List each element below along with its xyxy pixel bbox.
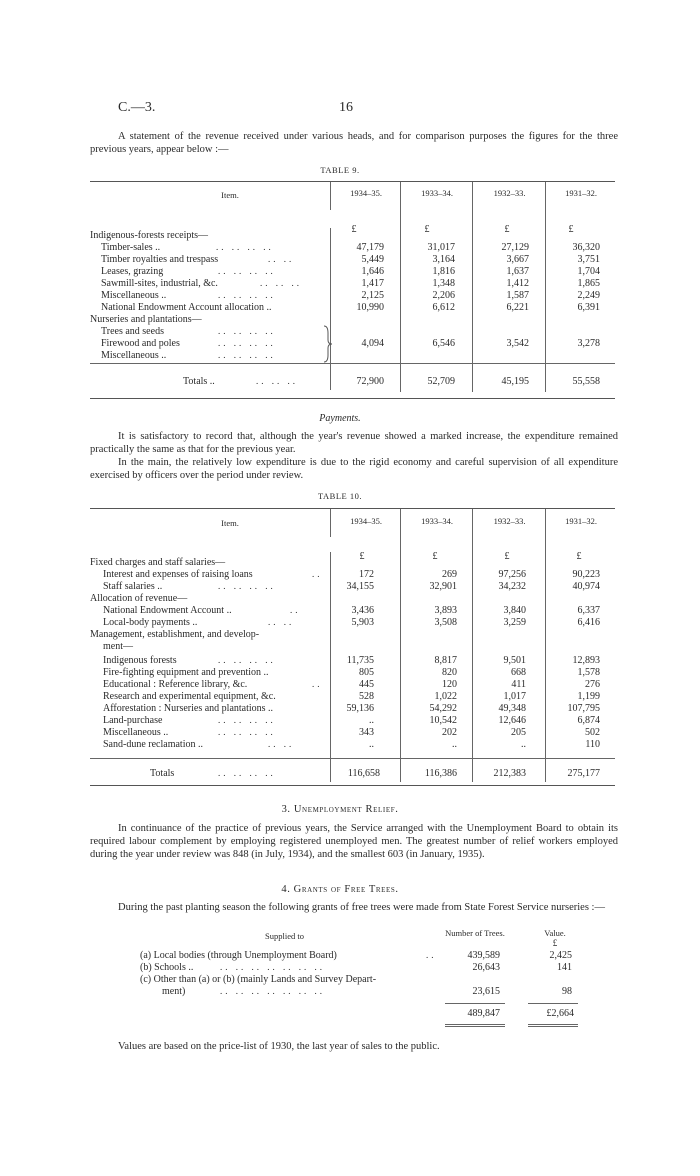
table9-header-year: 1931–32. (565, 188, 597, 198)
grants-trees: 439,589 (467, 950, 500, 961)
table10-header-item: Item. (221, 518, 239, 528)
table10-header-year: 1932–33. (493, 516, 526, 526)
table10-pound: £ (432, 551, 438, 562)
table10-total: 116,386 (424, 768, 457, 779)
table9-cell: 3,542 (506, 338, 529, 349)
table9-cell: 6,612 (432, 302, 455, 313)
table9-cell: 36,320 (572, 242, 600, 253)
table10-row-label: Staff salaries .. (103, 581, 163, 592)
table10-totals-label: Totals (150, 768, 175, 779)
table9-cell: 1,865 (577, 278, 600, 289)
table10-cell: 1,017 (503, 691, 526, 702)
table9-cell: 10,990 (356, 302, 384, 313)
table9-cell: 47,179 (356, 242, 384, 253)
table9-row-label: Miscellaneous .. (101, 350, 167, 361)
table10-cell: 668 (511, 667, 526, 678)
table9-cell: 1,412 (506, 278, 529, 289)
table10-cell: 32,901 (429, 581, 457, 592)
table9-row-label: National Endowment Account allocation .. (101, 302, 272, 313)
table10-cell: 6,337 (577, 605, 600, 616)
table9-cell: 6,546 (432, 338, 455, 349)
payments-paragraph: In the main, the relatively low expenditure is due to the rigid economy and careful supervision of all expenditure exercised by officers over the period under review. (90, 457, 618, 481)
table10-cell: 97,256 (498, 569, 526, 580)
table10-pound: £ (504, 551, 510, 562)
grants-value: 2,425 (549, 950, 572, 961)
table9-group-label: Nurseries and plantations— (90, 314, 202, 325)
table9-total: 52,709 (427, 376, 455, 387)
table10-pound: £ (359, 551, 365, 562)
table9-cell: 6,391 (577, 302, 600, 313)
grants-row-label: (c) Other than (a) or (b) (mainly Lands and Survey Depart- (140, 974, 377, 985)
grants-trees: 23,615 (472, 986, 500, 997)
table9-cell: 2,206 (432, 290, 455, 301)
table10-cell: 90,223 (572, 569, 600, 580)
table9-header-year: 1933–34. (421, 188, 453, 198)
table9-total: 55,558 (572, 376, 600, 387)
table9-cell: 3,164 (432, 254, 455, 265)
table10-total: 116,658 (347, 768, 380, 779)
payments-paragraph: It is satisfactory to record that, although the year's revenue showed a marked increase, the expenditure remained practically the same as that for the previous year. (90, 431, 618, 455)
grants-pound: £ (552, 938, 558, 948)
page-number: 16 (339, 100, 353, 115)
table10-cell: 8,817 (434, 655, 457, 666)
grants-value: 98 (562, 986, 572, 997)
table10-cell: 3,508 (434, 617, 457, 628)
table9-cell: 3,667 (506, 254, 529, 265)
table9-cell: 2,249 (577, 290, 600, 301)
intro-paragraph: A statement of the revenue received under various heads, and for comparison purposes the figures for the three previous years, appear below :— (90, 131, 618, 155)
table10-group-label: Allocation of revenue— (90, 593, 188, 604)
table10-cell: 10,542 (429, 715, 457, 726)
table10-group-label: Fixed charges and staff salaries— (90, 557, 226, 568)
payments-heading: Payments. (319, 413, 361, 424)
table9-row-label: Leases, grazing (101, 266, 164, 277)
table9-cell: 3,278 (577, 338, 600, 349)
table10-header-year: 1933–34. (421, 516, 453, 526)
table10-cell: 12,646 (498, 715, 526, 726)
table10-cell: 40,974 (572, 581, 600, 592)
table10-cell: 3,893 (434, 605, 457, 616)
table10-row-label: National Endowment Account .. (103, 605, 232, 616)
table10-cell: 445 (359, 679, 374, 690)
table10-cell: 269 (442, 569, 457, 580)
table9-cell: 1,348 (432, 278, 455, 289)
table9-cell: 1,704 (577, 266, 600, 277)
table10-group-label: Management, establishment, and develop- (90, 629, 260, 640)
table9-row-label: Miscellaneous .. (101, 290, 167, 301)
table9-cell: 1,587 (506, 290, 529, 301)
table10-cell: 3,259 (503, 617, 526, 628)
grants-total-trees: 489,847 (467, 1008, 500, 1019)
table10-cell: 1,022 (434, 691, 457, 702)
table10-row-label: Educational : Reference library, &c. (103, 679, 248, 690)
table10-cell: 49,348 (498, 703, 526, 714)
table10-cell: 1,578 (577, 667, 600, 678)
table9-caption: TABLE 9. (320, 165, 360, 175)
table10-cell: .. (369, 715, 374, 726)
table10-cell: 120 (442, 679, 457, 690)
table9-cell: 1,637 (506, 266, 529, 277)
table10-row-label: Land-purchase (103, 715, 163, 726)
table9-header-year: 1932–33. (493, 188, 526, 198)
table10-cell: 1,199 (577, 691, 600, 702)
table10-cell: .. (521, 739, 526, 750)
table10-total: 212,383 (493, 768, 526, 779)
table9-cell: 31,017 (427, 242, 455, 253)
table9-cell: 1,816 (432, 266, 455, 277)
table10-cell: 6,874 (577, 715, 600, 726)
document-reference: C.—3. (118, 100, 156, 115)
table9-cell: 4,094 (361, 338, 384, 349)
table10-cell: 54,292 (429, 703, 457, 714)
section4-paragraph: During the past planting season the following grants of free trees were made from State Forest Service nurseries :— (118, 902, 605, 913)
grants-value: 141 (557, 962, 572, 973)
table10-row-label: Interest and expenses of raising loans (103, 569, 253, 580)
table9-row-label: Firewood and poles (101, 338, 180, 349)
table10-cell: 3,436 (351, 605, 374, 616)
table10-cell: 343 (359, 727, 374, 738)
table10-cell: 528 (359, 691, 374, 702)
table10-header-year: 1931–32. (565, 516, 597, 526)
grants-row-label: (a) Local bodies (through Unemployment Board) (140, 950, 337, 961)
table10-cell: 110 (585, 739, 600, 750)
table9-cell: 5,449 (361, 254, 384, 265)
table10-cell: 107,795 (567, 703, 600, 714)
grants-total-value: £2,664 (546, 1008, 574, 1019)
grants-trees: 26,643 (472, 962, 500, 973)
section3-heading: 3. Unemployment Relief. (281, 804, 399, 815)
table10-cell: 5,903 (351, 617, 374, 628)
table10-cell: 205 (511, 727, 526, 738)
table10-row-label: Indigenous forests (103, 655, 177, 666)
table9-group-label: Indigenous-forests receipts— (90, 230, 209, 241)
table10-totals-rule (90, 758, 615, 759)
table10-cell: 502 (585, 727, 600, 738)
table9-total: 72,900 (356, 376, 384, 387)
table10-total: 275,177 (567, 768, 600, 779)
table9-cell: 1,646 (361, 266, 384, 277)
table9-totals-rule (90, 363, 615, 364)
table10-row-label: Sand-dune reclamation .. (103, 739, 203, 750)
table9-cell: 6,221 (506, 302, 529, 313)
table10-cell: 3,840 (503, 605, 526, 616)
grants-row-label: ment) (162, 986, 186, 997)
table10-cell: 820 (442, 667, 457, 678)
table9-cell: 27,129 (501, 242, 529, 253)
table10-cell: 202 (442, 727, 457, 738)
table10-cell: 172 (359, 569, 374, 580)
table9-row-label: Timber royalties and trespass (101, 254, 219, 265)
table10-cell: 12,893 (572, 655, 600, 666)
table10-cell: 411 (511, 679, 526, 690)
table9-cell: 1,417 (361, 278, 384, 289)
table9-row-label: Timber-sales .. (101, 242, 161, 253)
table9-header-item: Item. (221, 190, 239, 200)
table9-totals-label: Totals .. (183, 376, 215, 387)
table9-pound: £ (568, 224, 574, 235)
table10-caption: TABLE 10. (318, 491, 362, 501)
section3-paragraph: In continuance of the practice of previous years, the Service arranged with the Unemployment Board to obtain its required labour complement by employing registered unemployed men. The greatest number of relief workers employed during the year under review was 848 (in July, 1934), and the smallest 603 (in January, 1935). (90, 823, 618, 860)
table9-total: 45,195 (501, 376, 529, 387)
table10-cell: 276 (585, 679, 600, 690)
table10-cell: 6,416 (577, 617, 600, 628)
table10-cell: 34,155 (346, 581, 374, 592)
table10-row-label: Fire-fighting equipment and prevention .. (103, 667, 269, 678)
section4-heading: 4. Grants of Free Trees. (281, 884, 399, 895)
table9-row-label: Sawmill-sites, industrial, &c. (101, 278, 218, 289)
table10-cell: 11,735 (346, 655, 374, 666)
grants-header-supplied: Supplied to (265, 931, 304, 941)
table9-cell: 3,751 (577, 254, 600, 265)
grants-note: Values are based on the price-list of 1930, the last year of sales to the public. (118, 1041, 440, 1052)
table10-cell: .. (369, 739, 374, 750)
table9-pound: £ (504, 224, 510, 235)
table10-cell: 59,136 (346, 703, 374, 714)
table10-cell: 805 (359, 667, 374, 678)
table10-cell: 34,232 (498, 581, 526, 592)
table9-pound: £ (351, 224, 357, 235)
table10-row-label: Research and experimental equipment, &c. (103, 691, 276, 702)
table10-row-label: Afforestation : Nurseries and plantations .. (103, 703, 274, 714)
table9-header-year: 1934–35. (350, 188, 382, 198)
grants-row-label: (b) Schools .. (140, 962, 194, 973)
table9-cell: 2,125 (361, 290, 384, 301)
grants-header-value: Value. (544, 928, 566, 938)
table10-row-label: Local-body payments .. (103, 617, 198, 628)
table10-row-label: Miscellaneous .. (103, 727, 169, 738)
table10-pound: £ (576, 551, 582, 562)
grants-header-trees: Number of Trees. (445, 928, 505, 938)
table9-pound: £ (424, 224, 430, 235)
table9-row-label: Trees and seeds (101, 326, 164, 337)
table10-cell: 9,501 (503, 655, 526, 666)
table10-header-year: 1934–35. (350, 516, 382, 526)
table10-cell: .. (452, 739, 457, 750)
table10-group-label: ment— (103, 641, 133, 652)
